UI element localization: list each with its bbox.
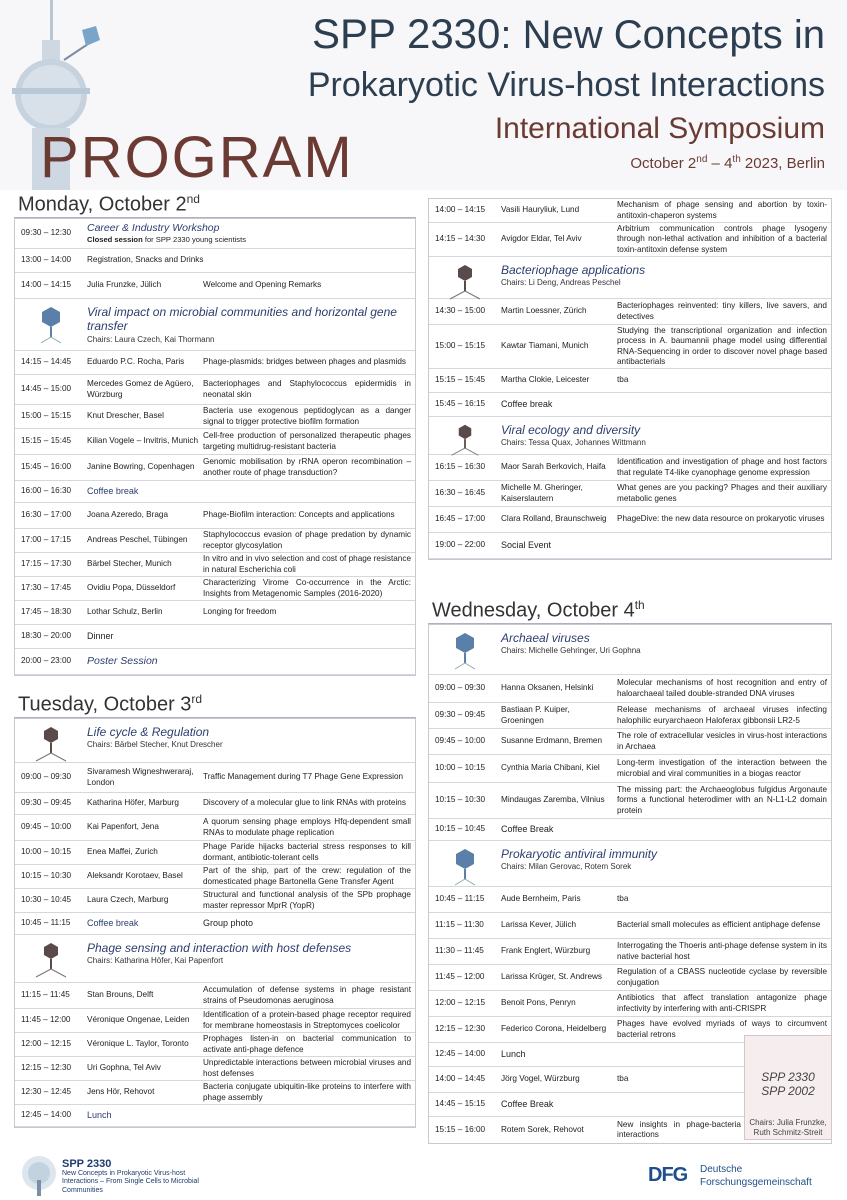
social-event-row: 19:00 – 22:00 Social Event [429,533,831,559]
dfg-logo: DFG [648,1164,688,1186]
session-antiviral-immunity [429,841,831,887]
poster-session-row: 20:00 – 23:00 Poster Session [15,649,415,675]
talk-row: 12:00 – 12:15 Benoit Pons, Penryn Antibiotics that affect translation antagonize phage infectivity by interfering with anti-CRISPR [429,991,831,1017]
session-title: Viral ecology and diversity [501,423,641,437]
talk-row: 14:15 – 14:30 Avigdor Eldar, Tel Aviv Arbitrium communication controls phage lysogeny through non-lethal activation and inhibition of a bacterial toxin-antitoxin defense system [429,223,831,257]
session-viral-impact [15,299,415,351]
talk-row: 09:30 – 09:45 Katharina Höfer, Marburg Discovery of a molecular glue to link RNAs with proteins [15,793,415,815]
footer-spp-subtitle: New Concepts in Prokaryotic Virus-host Interactions – From Single Cells to Microbial Communities [62,1170,199,1194]
workshop-row: 09:30 – 12:30 Career & Industry Workshop Closed session for SPP 2330 young scientists [15,219,415,249]
phage-icon [429,631,501,671]
talk-row: 10:00 – 10:15 Cynthia Maria Chibani, Kiel Long-term investigation of the interaction between the microbial and viral communities in a biogas reactor [429,755,831,783]
session-chairs: Chairs: Katharina Höfer, Kai Papenfort [87,956,224,966]
talk-row: 11:30 – 11:45 Frank Englert, Würzburg Interrogating the Thoeris anti-phage defense system in its native bacterial host [429,939,831,965]
coffee-break-row: 16:00 – 16:30 Coffee break [15,481,415,503]
session-phage-sensing [15,935,415,983]
talk-row: 12:30 – 12:45 Jens Hör, Rehovot Bacteria conjugate ubiquitin-like proteins to interfere with phage assembly [15,1081,415,1105]
coffee-break-row: 10:15 – 10:45 Coffee Break [429,819,831,841]
phage-icon [429,263,501,301]
talk-row: 15:15 – 15:45 Martha Clokie, Leicester tba [429,369,831,393]
symposium-dates: October 2nd – 4th 2023, Berlin [630,154,825,172]
talk-row: 09:00 – 09:30 Sivaramesh Wigneshweraraj, London Traffic Management during T7 Phage Gene Expression [15,763,415,793]
session-bacteriophage-applications [429,257,831,299]
dfg-name: Deutsche Forschungsgemeinschaft [700,1164,812,1188]
lunch-row: 12:45 – 14:00 Lunch [429,1043,745,1067]
coffee-break-row: 14:45 – 15:15 Coffee Break [429,1093,745,1117]
spp-joint-session-box: SPP 2330 SPP 2002 Chairs: Julia Frunzke, Ruth Schmitz-Streit [744,1035,832,1140]
talk-row: 17:45 – 18:30 Lothar Schulz, Berlin Longing for freedom [15,601,415,625]
talk-row: 09:45 – 10:00 Kai Papenfort, Jena A quorum sensing phage employs Hfq-dependent small RNAs to modulate phage replication [15,815,415,841]
right-column [428,190,832,1144]
session-life-cycle [15,719,415,763]
talk-row: 15:00 – 15:15 Knut Drescher, Basel Bacteria use exogenous peptidoglycan as a danger signal to trigger protective biofilm formation [15,405,415,429]
session-viral-ecology [429,417,831,455]
monday-heading: Monday, October 2nd [14,190,416,218]
footer-spp-title: SPP 2330 [62,1158,112,1170]
tuesday-schedule-morning [14,718,416,1128]
talk-row: 14:00 – 14:45 Jörg Vogel, Würzburg tba [429,1067,745,1093]
session-title: Bacteriophage applications [501,263,646,277]
program-heading: PROGRAM [40,125,354,190]
workshop-note: Closed session for SPP 2330 young scientists [87,235,246,245]
talk-row: 16:30 – 17:00 Joana Azeredo, Braga Phage-Biofilm interaction: Concepts and applications [15,503,415,529]
session-title: Viral impact on microbial communities and horizontal gene transfer [87,305,397,334]
talk-row: 14:45 – 15:00 Mercedes Gomez de Agüero, Würzburg Bacteriophages and Staphylococcus epidermidis in neonatal skin [15,375,415,405]
left-column [14,190,416,1128]
talk-row: 09:00 – 09:30 Hanna Oksanen, Helsinki Molecular mechanisms of host recognition and entry of haloarchaeal tailed double-stranded DNA viruses [429,675,831,703]
welcome-row: 14:00 – 14:15 Julia Frunzke, Jülich Welcome and Opening Remarks [15,273,415,299]
talk-row: 12:15 – 12:30 Federico Corona, Heidelberg Phages have evolved myriads of ways to circumvent bacterial retrons [429,1017,831,1043]
talk-row: 12:00 – 12:15 Véronique L. Taylor, Toronto Prophages listen-in on bacterial communication to activate anti-phage defence [15,1033,415,1057]
symposium-subtitle: International Symposium [494,112,825,145]
coffee-break-row: 10:45 – 11:15 Coffee break Group photo [15,913,415,935]
tuesday-heading: Tuesday, October 3rd [14,690,416,718]
symposium-title-line2: Prokaryotic Virus-host Interactions [307,66,825,104]
talk-row: 11:45 – 12:00 Larissa Krüger, St. Andrews Regulation of a CBASS nucleotide cyclase by reversible conjugation [429,965,831,991]
talk-row: 15:00 – 15:15 Kawtar Tiamani, Munich Studying the transcriptional organization and infection process in A. baumannii phage model using differential RNA-Sequencing in order to discover novel phage based antibacterials [429,325,831,369]
phage-icon [15,941,87,979]
registration-row: 13:00 – 14:00 Registration, Snacks and Drinks [15,249,415,273]
talk-row: 10:15 – 10:30 Mindaugas Zaremba, Vilnius The missing part: the Archaeoglobus fulgidus Argonaute forms a functional heterodimer with an N-L1-L2 domain protein [429,783,831,819]
session-chairs: Chairs: Bärbel Stecher, Knut Drescher [87,740,223,750]
talk-row: 17:00 – 17:15 Andreas Peschel, Tübingen Staphylococcus evasion of phage predation by dynamic receptor glycosylation [15,529,415,553]
wednesday-heading: Wednesday, October 4th [428,596,832,624]
session-title: Life cycle & Regulation [87,725,210,739]
phage-icon [429,423,501,457]
session-title: Phage sensing and interaction with host defenses [87,941,352,955]
lunch-row: 12:45 – 14:00 Lunch [15,1105,415,1127]
dinner-row: 18:30 – 20:00 Dinner [15,625,415,649]
talk-row: 09:45 – 10:00 Susanne Erdmann, Bremen The role of extracellular vesicles in virus-host interactions in Archaea [429,729,831,755]
talk-row: 11:15 – 11:30 Larissa Kever, Jülich Bacterial small molecules as efficient antiphage defense [429,913,831,939]
talk-row: 12:15 – 12:30 Uri Gophna, Tel Aviv Unpredictable interactions between microbial viruses and host defenses [15,1057,415,1081]
talk-row: 15:45 – 16:00 Janine Bowring, Copenhagen Genomic mobilisation by rRNA operon recombination – another route of phage transduction? [15,455,415,481]
phage-icon [429,847,501,887]
talk-row: 17:30 – 17:45 Ovidiu Popa, Düsseldorf Characterizing Virome Co-occurrence in the Arctic: Insights from Metagenomic Samples (2016-2020) [15,577,415,601]
session-chairs: Chairs: Michelle Gehringer, Uri Gophna [501,646,641,656]
talk-row: 11:15 – 11:45 Stan Brouns, Delft Accumulation of defense systems in phage resistant strains of Pseudomonas aeruginosa [15,983,415,1009]
talk-row: 16:30 – 16:45 Michelle M. Gheringer, Kaiserslautern What genes are you packing? Phages and their auxiliary metabolic genes [429,481,831,507]
talk-row: 16:15 – 16:30 Maor Sarah Berkovich, Haifa Identification and investigation of phage and host factors that regulate T4-like cyanophage genome expression [429,455,831,481]
talk-row: 10:45 – 11:15 Aude Bernheim, Paris tba [429,887,831,913]
session-title: Archaeal viruses [501,631,590,645]
talk-row: 14:15 – 14:45 Eduardo P.C. Rocha, Paris Phage-plasmids: bridges between phages and plasmids [15,351,415,375]
session-chairs: Chairs: Li Deng, Andreas Peschel [501,278,621,288]
session-chairs: Chairs: Tessa Quax, Johannes Wittmann [501,438,646,448]
tuesday-schedule-afternoon [428,198,832,560]
session-chairs: Chairs: Milan Gerovac, Rotem Sorek [501,862,632,872]
talk-row: 14:00 – 14:15 Vasili Hauryliuk, Lund Mechanism of phage sensing and abortion by toxin-antitoxin-chaperon systems [429,199,831,223]
talk-row: 11:45 – 12:00 Véronique Ongenae, Leiden Identification of a protein-based phage receptor required for membrane homeostasis in Streptomyces coelicolor [15,1009,415,1033]
session-title: Prokaryotic antiviral immunity [501,847,658,861]
talk-row: 14:30 – 15:00 Martin Loessner, Zürich Bacteriophages reinvented: tiny killers, live savers, and detectives [429,299,831,325]
monday-schedule [14,218,416,676]
talk-row: 15:15 – 15:45 Kilian Vogele – Invitris, Munich Cell-free production of personalized therapeutic phages targeting multidrug-resistant bacteria [15,429,415,455]
talk-row: 16:45 – 17:00 Clara Rolland, Braunschweig PhageDive: the new data resource on prokaryotic viruses [429,507,831,533]
session-archaeal-viruses [429,625,831,675]
talk-row: 17:15 – 17:30 Bärbel Stecher, Munich In vitro and in vivo selection and cost of phage resistance in natural Escherichia coli [15,553,415,577]
workshop-title: Career & Industry Workshop [87,222,220,235]
coffee-break-row: 15:45 – 16:15 Coffee break [429,393,831,417]
session-chairs: Chairs: Laura Czech, Kai Thormann [87,334,215,344]
talk-row: 10:30 – 10:45 Laura Czech, Marburg Structural and functional analysis of the SPb prophage master repressor MprR (YopR) [15,889,415,913]
talk-row: 10:15 – 10:30 Aleksandr Korotaev, Basel Part of the ship, part of the crew: regulation of the domesticated phage Bartonella Gene Transfer Agent [15,865,415,889]
spp-logo-icon [20,1154,58,1196]
phage-icon [15,305,87,345]
symposium-title-line1: SPP 2330: New Concepts in [312,10,825,57]
footer [0,1150,847,1200]
talk-row: 15:15 – 16:00 Rotem Sorek, Rehovot New insights in phage-bacteria interactions [429,1117,745,1143]
talk-row: 09:30 – 09:45 Bastiaan P. Kuiper, Groeningen Release mechanisms of archaeal viruses infecting halophilic euryarchaeon Haloferax gibbonsii LR2-5 [429,703,831,729]
phage-icon [15,725,87,763]
talk-row: 10:00 – 10:15 Enea Maffei, Zurich Phage Paride hijacks bacterial stress responses to kill dormant, antibiotic-tolerant cells [15,841,415,865]
